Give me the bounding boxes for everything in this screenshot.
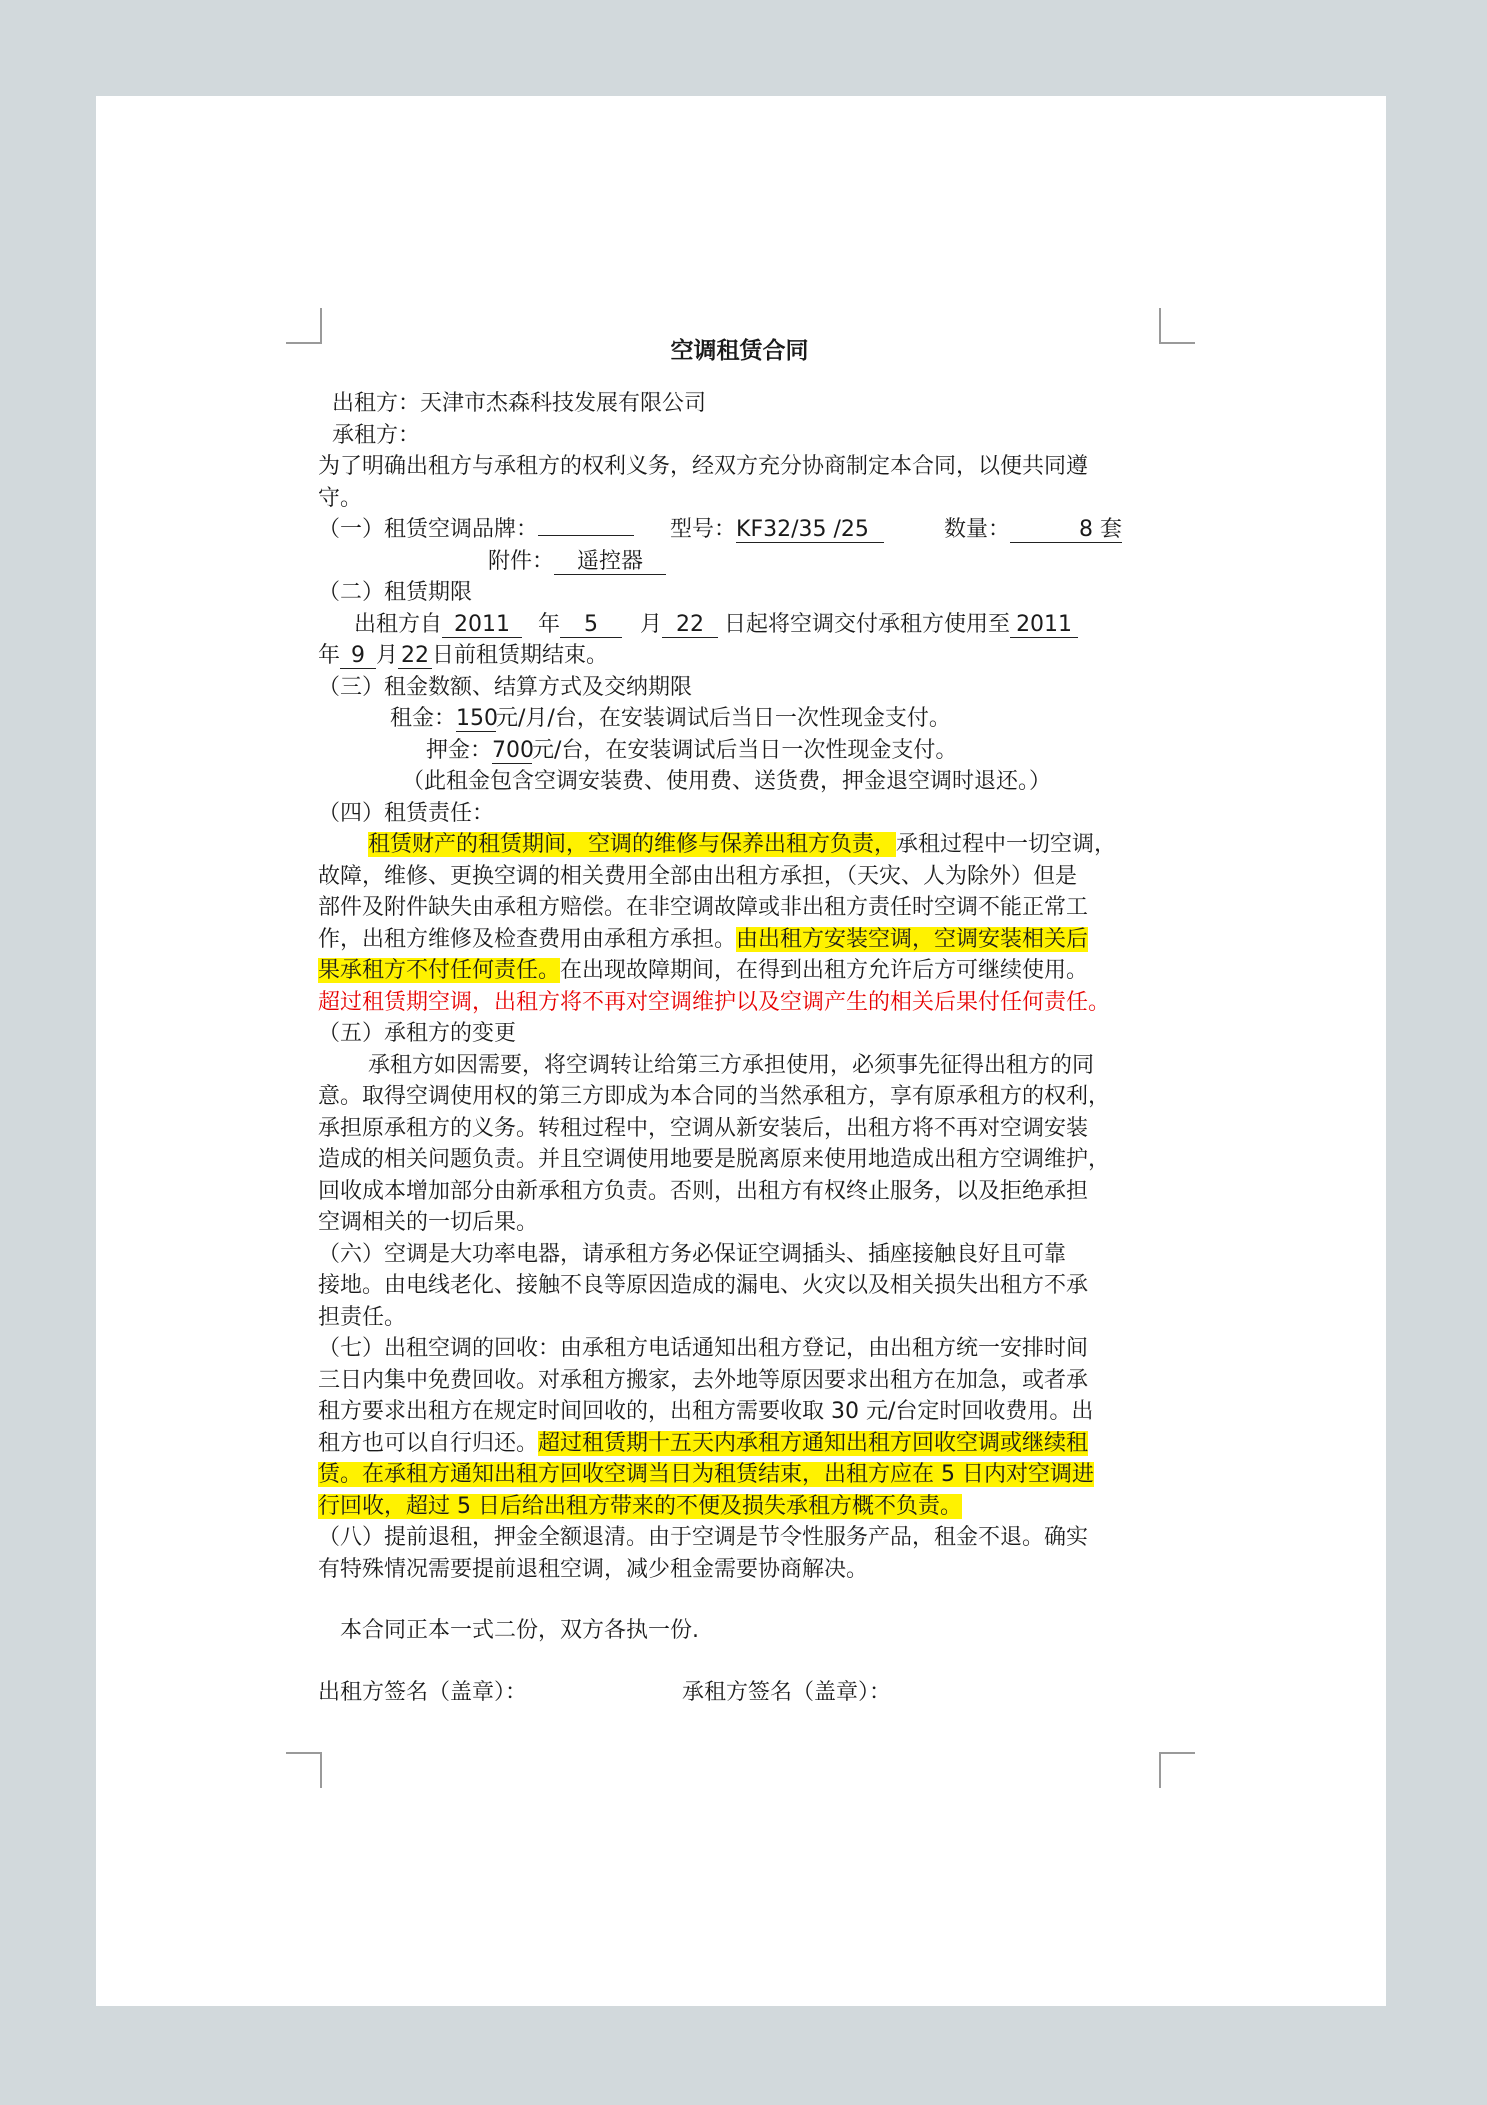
section-4-line-3: 部件及附件缺失由承租方赔偿。在非空调故障或非出租方责任时空调不能正常工 [318,895,1089,920]
start-day: 22 [662,613,718,638]
section-4-line-2: 故障，维修、更换空调的相关费用全部由出租方承担，（天灾、人为除外）但是 [318,863,1078,889]
rent-terms: 元/月/台，在安装调试后当日一次性现金支付。 [496,706,951,731]
deposit-terms: 元/台，在安装调试后当日一次性现金支付。 [532,737,958,763]
section-7-line-1: （七）出租空调的回收：由承租方电话通知出租方登记，由出租方统一安排时间 [318,1336,1089,1361]
highlight-return: 超过租赁期十五天内承租方通知出租方回收空调或继续租 [538,1430,1089,1456]
deposit-line [318,735,1161,767]
highlight-return-3: 行回收，超过 5 日后给出租方带来的不便及损失承租方概不负责。 [318,1493,962,1519]
section-8-line-2: 有特殊情况需要提前退租空调，减少租金需要协商解决。 [318,1556,869,1582]
end-day: 22 [398,644,432,669]
lessee-label: 承租方： [332,422,421,448]
section-7-line-4 [318,1428,1161,1460]
section-2-line-1 [318,609,1161,641]
month-text-2: 月 [376,643,399,668]
intro-line-1: 为了明确出租方与承租方的权利义务，经双方充分协商制定本合同，以便共同遵 [318,454,1089,479]
deposit-value: 700 [492,737,535,763]
section-1-line-2 [318,546,1161,578]
section-5-line-2: 意。取得空调使用权的第三方即成为本合同的当然承租方，享有原承租方的权利， [318,1084,1111,1109]
rent-value: 150 [456,706,499,731]
rent-note: （此租金包含空调安装费、使用费、送货费，押金退空调时退还。） [402,769,1052,794]
model-label: 型号： [670,517,737,542]
accessory-label: 附件： [488,548,555,574]
highlight-maintenance: 租赁财产的租赁期间，空调的维修与保养出租方负责， [368,832,897,857]
overdue-warning: 超过租赁期空调，出租方将不再对空调维护以及空调产生的相关后果付任何责任。 [318,989,1111,1015]
lessor-value: 天津市杰森科技发展有限公司 [420,391,707,416]
document-body [318,336,1161,1708]
highlight-installation: 由出租方安装空调，空调安装相关后 [736,926,1089,952]
section-6-line-2: 接地。由电线老化、接触不良等原因造成的漏电、火灾以及相关损失出租方不承 [318,1273,1089,1298]
term-end-text: 日前租赁期结束。 [432,643,609,668]
rent-label: 租金： [390,706,457,731]
section-7-line-2: 三日内集中免费回收。对承租方搬家，去外地等原因要求出租方在加急，或者承 [318,1367,1089,1393]
section-3-heading: （三）租金数额、结算方式及交纳期限 [318,674,693,700]
section-4-line-1 [318,829,1161,861]
quantity-label: 数量： [944,517,1011,542]
section-7-line-6 [318,1491,1161,1523]
crop-mark-bottom-right [1159,1752,1195,1788]
month-text: 月 [640,611,663,637]
section-5-line-4: 造成的相关问题负责。并且空调使用地要是脱离原来使用地造成出租方空调维护， [318,1147,1111,1172]
lessee-signature: 承租方签名（盖章）： [682,1679,892,1705]
start-month: 5 [560,613,622,638]
document-page [96,96,1386,2006]
section-4-text-2: 作，出租方维修及检查费用由承租方承担。 [318,926,737,952]
crop-mark-top-left [286,308,322,344]
copies-statement: 本合同正本一式二份，双方各执一份. [340,1618,699,1643]
end-year: 2011 [1010,613,1078,638]
section-1-heading: （一）租赁空调品牌： [318,517,539,542]
lessor-line [318,388,1161,420]
year-text-2: 年 [318,643,341,668]
section-5-line-5: 回收成本增加部分由新承租方负责。否则，出租方有权终止服务，以及拒绝承担 [318,1178,1089,1204]
rent-line [318,703,1161,735]
year-text: 年 [538,611,561,637]
section-4-text-3: 在出现故障期间，在得到出租方允许后方可继续使用。 [560,958,1089,983]
accessory-value: 遥控器 [554,550,666,575]
lessee-line [318,420,1161,452]
start-year: 2011 [442,613,522,638]
crop-mark-bottom-left [286,1752,322,1788]
section-5-heading: （五）承租方的变更 [318,1021,517,1046]
section-6-line-1: （六）空调是大功率电器，请承租方务必保证空调插头、插座接触良好且可靠 [318,1241,1067,1267]
signature-line [318,1677,1161,1709]
section-7-line-5 [318,1459,1161,1491]
brand-blank [538,535,634,536]
delivery-text: 日起将空调交付承租方使用至 [724,611,1011,637]
lessor-label: 出租方： [332,391,421,416]
section-8-line-1: （八）提前退租，押金全额退清。由于空调是节令性服务产品，租金不退。确实 [318,1525,1089,1550]
section-2-heading: （二）租赁期限 [318,580,473,605]
section-1-line-1 [318,514,1161,546]
quantity-value: 8 套 [1010,518,1122,543]
highlight-return-2: 赁。在承租方通知出租方回收空调当日为租赁结束，出租方应在 5 日内对空调进 [318,1462,1094,1487]
lessor-signature: 出租方签名（盖章）： [318,1679,528,1705]
document-title: 空调租赁合同 [670,338,809,364]
lease-term-text: 出租方自 [354,611,443,637]
section-4-line-5 [318,955,1161,987]
highlight-installation-2: 果承租方不付任何责任。 [318,958,561,983]
section-2-line-2 [318,640,1161,672]
model-value: KF32/35 /25 [736,518,884,543]
intro-line-2: 守。 [318,485,363,511]
section-5-line-3: 承担原承租方的义务。转租过程中，空调从新安装后，出租方将不再对空调安装 [318,1115,1089,1141]
deposit-label: 押金： [426,737,493,763]
section-4-text: 承租过程中一切空调， [896,832,1117,857]
section-7-text: 租方也可以自行归还。 [318,1430,539,1456]
section-5-line-6: 空调相关的一切后果。 [318,1210,539,1235]
section-7-line-3: 租方要求出租方在规定时间回收的，出租方需要收取 30 元/台定时回收费用。出 [318,1399,1094,1424]
end-month: 9 [340,644,376,669]
crop-mark-top-right [1159,308,1195,344]
section-4-line-4 [318,924,1161,956]
section-4-heading: （四）租赁责任： [318,800,495,826]
section-5-line-1: 承租方如因需要，将空调转让给第三方承担使用，必须事先征得出租方的同 [368,1052,1095,1078]
section-6-line-3: 担责任。 [318,1304,407,1330]
